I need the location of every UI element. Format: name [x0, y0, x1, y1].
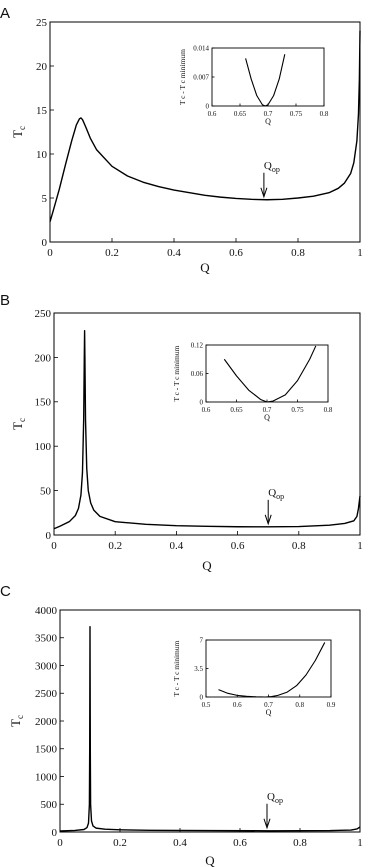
panel-a-x-tick-label: 0.8 [291, 247, 305, 259]
panel-b-x-tick-label: 0.6 [230, 540, 245, 552]
panel-a-y-tick-label: 20 [36, 60, 47, 73]
panel-c-y-axis-label: $T_c$ [8, 715, 25, 727]
panel-a-x-tick-label: 0.6 [229, 247, 243, 259]
panel-c-inset-plot-frame [206, 640, 331, 697]
panel-c-x-axis-label: Q [205, 853, 215, 867]
panel-a-inset-y-tick-label: 0.014 [193, 44, 209, 53]
panel-a-plot-frame [50, 22, 360, 242]
panel-a-x-axis-label: Q [200, 260, 210, 275]
panel-c-y-tick-label: 1500 [35, 743, 57, 756]
panel-c-inset-x-tick-label: 0.8 [295, 701, 305, 709]
panel-c-x-tick-label: 0.6 [233, 837, 247, 849]
panel-b-inset-series-line [224, 346, 315, 402]
panel-b-inset-x-axis-label: Q [264, 413, 270, 422]
panel-a-y-tick-label: 5 [41, 192, 47, 205]
panel-a-inset-y-axis-label: T c - T c minimum [178, 49, 187, 105]
panel-a-x-tick-label: 0.2 [105, 247, 119, 259]
panel-b-inset-x-tick-label: 0.8 [323, 406, 333, 414]
panel-c-plot-frame [60, 610, 360, 832]
panel-b-y-tick-label: 150 [34, 396, 51, 409]
panel-a-x-tick-label: 0.4 [167, 247, 181, 259]
panel-a-inset-x-tick-label: 0.8 [319, 110, 329, 118]
panel-b-inset-x-tick-label: 0.7 [262, 406, 272, 414]
panel-c-inset-x-tick-label: 0.9 [326, 701, 336, 709]
panel-b-inset-y-tick-label: 0.12 [190, 341, 203, 350]
panel-c-label: C [0, 583, 11, 600]
panel-c-qop-annotation: $Q_{op}$ [267, 790, 283, 805]
panel-b-inset-x-tick-label: 0.75 [291, 406, 304, 414]
panel-c-x-tick-label: 0.8 [293, 837, 307, 849]
panel-c-y-tick-label: 3000 [35, 660, 57, 673]
panel-a-y-tick-label: 0 [41, 236, 47, 249]
panel-a-inset-x-tick-label: 0.75 [289, 110, 303, 118]
panel-a-inset-x-axis-label: Q [265, 117, 271, 126]
panel-a-inset-x-tick-label: 0.7 [263, 110, 273, 118]
panel-b-inset-y-tick-label: 0 [199, 398, 203, 407]
panel-b-inset-x-tick-label: 0.65 [230, 406, 243, 414]
panel-c-inset-series-line [219, 642, 325, 697]
panel-c-inset-y-tick-label: 0 [199, 693, 203, 702]
panel-b-y-tick-label: 50 [40, 485, 51, 498]
panel-c-inset-x-tick-label: 0.5 [201, 701, 211, 709]
panel-c-inset-x-tick-label: 0.7 [264, 701, 273, 709]
panel-c-inset-y-tick-label: 3.5 [194, 664, 203, 673]
panel-c-x-tick-label: 0.2 [113, 837, 127, 849]
panel-a-inset-x-tick-label: 0.6 [207, 110, 217, 118]
panel-b-x-tick-label: 0.4 [169, 540, 184, 552]
panel-c-y-tick-label: 4000 [35, 604, 57, 617]
panel-c-inset-x-axis-label: Q [265, 708, 272, 717]
panel-b-y-tick-label: 200 [34, 352, 51, 365]
panel-a-y-tick-label: 10 [36, 148, 47, 161]
panel-b-x-tick-label: 0 [51, 540, 57, 552]
panel-a-series-line [50, 31, 360, 222]
panel-c-y-tick-label: 1000 [35, 771, 57, 784]
panel-c-y-tick-label: 3500 [35, 632, 57, 645]
panel-b-x-tick-label: 1 [357, 540, 363, 552]
panel-b-inset-x-tick-label: 0.6 [201, 406, 211, 414]
panel-b-inset-y-axis-label: T c - T c minimum [172, 345, 181, 402]
panel-a-label: A [0, 5, 11, 22]
panel-c-x-tick-label: 1 [357, 837, 363, 849]
panel-c-y-tick-label: 2000 [35, 715, 57, 728]
panel-b-qop-annotation: $Q_{op}$ [268, 486, 285, 501]
panel-c-y-tick-label: 0 [51, 826, 57, 839]
panel-a-y-tick-label: 15 [36, 104, 47, 117]
panel-b-x-tick-label: 0.2 [108, 540, 123, 552]
panel-b-x-axis-label: Q [202, 558, 212, 573]
panel-a-inset-series-line [246, 54, 285, 106]
panel-a-inset-x-tick-label: 0.65 [233, 110, 247, 118]
panel-b-inset-plot-frame [206, 345, 328, 402]
panel-c-inset-y-axis-label: T c - T c minimum [172, 640, 181, 697]
panel-b-x-tick-label: 0.8 [291, 540, 306, 552]
panel-a-inset-plot-frame [212, 48, 324, 106]
panel-c-x-tick-label: 0 [57, 837, 63, 849]
panel-c-series-line [60, 627, 360, 831]
panel-a-qop-annotation: $Q_{op}$ [263, 159, 280, 174]
panel-b-series-line [54, 331, 360, 529]
panel-c-y-tick-label: 500 [40, 799, 57, 812]
panel-b-y-axis-label: $T_c$ [10, 418, 27, 430]
panel-b-plot-frame [54, 313, 360, 535]
panel-b-y-tick-label: 250 [34, 307, 51, 320]
panel-b-inset-y-tick-label: 0.06 [190, 369, 203, 378]
panel-c-inset-x-tick-label: 0.6 [232, 701, 242, 709]
panel-c-inset-y-tick-label: 7 [199, 636, 203, 645]
panel-a-y-tick-label: 25 [36, 16, 47, 29]
panel-a-inset-y-tick-label: 0.007 [193, 73, 209, 82]
panel-b-y-tick-label: 100 [34, 441, 51, 454]
panel-b-y-tick-label: 0 [45, 529, 51, 542]
panel-c-x-tick-label: 0.4 [173, 837, 187, 849]
panel-b-label: B [0, 292, 11, 309]
panel-a-inset-y-tick-label: 0 [205, 102, 209, 111]
panel-a-x-tick-label: 1 [357, 247, 363, 259]
panel-a-y-axis-label: $T_c$ [10, 126, 27, 138]
panel-a-x-tick-label: 0 [47, 247, 53, 259]
panel-c-y-tick-label: 2500 [35, 688, 57, 701]
